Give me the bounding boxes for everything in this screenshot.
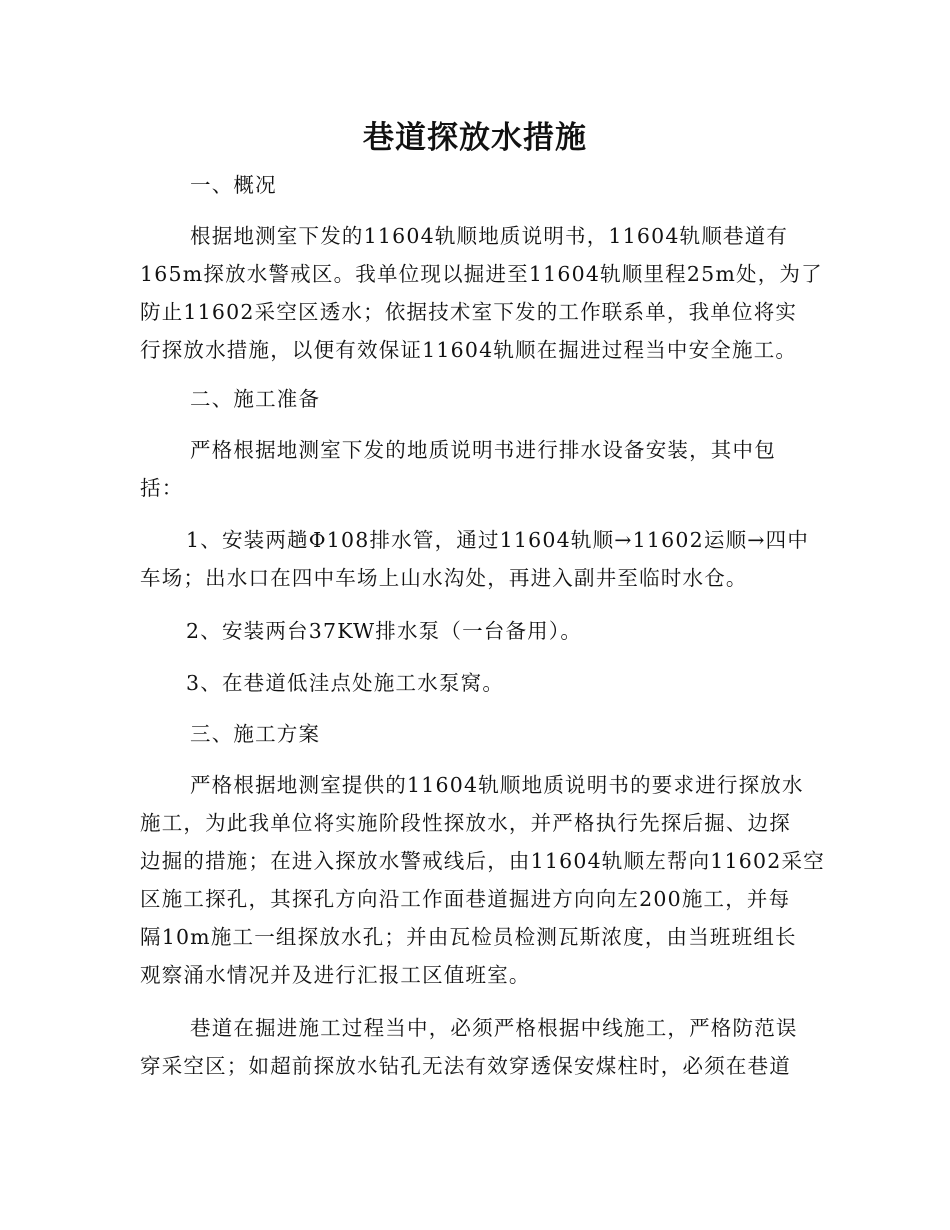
section-2-heading: 二、施工准备 [190,387,321,411]
list-item: 2、安装两台37KW排水泵（一台备用）。 [186,619,583,643]
paragraph-line: 区施工探孔，其探孔方向沿工作面巷道掘进方向向左200施工，并每 [140,887,791,911]
section-1-heading: 一、概况 [190,173,277,197]
paragraph-line: 严格根据地测室下发的地质说明书进行排水设备安装，其中包 [190,438,776,462]
paragraph-line: 根据地测室下发的11604轨顺地质说明书，11604轨顺巷道有 [190,224,789,248]
paragraph-line: 隔10m施工一组探放水孔；并由瓦检员检测瓦斯浓度，由当班班组长 [140,925,797,949]
paragraph-line: 165m探放水警戒区。我单位现以掘进至11604轨顺里程25m处，为了 [140,262,823,286]
document-title: 巷道探放水措施 [363,120,587,156]
list-item: 3、在巷道低洼点处施工水泵窝。 [186,671,505,695]
paragraph-line: 巷道在掘进施工过程当中，必须严格根据中线施工，严格防范误 [190,1016,798,1040]
paragraph-line: 行探放水措施，以便有效保证11604轨顺在掘进过程当中安全施工。 [140,338,798,362]
paragraph-line: 边掘的措施；在进入探放水警戒线后，由11604轨顺左帮向11602采空 [140,849,825,873]
paragraph-line: 施工，为此我单位将实施阶段性探放水，并严格执行先探后掘、边探 [140,811,791,835]
section-3-heading: 三、施工方案 [190,722,321,746]
paragraph-line: 防止11602采空区透水；依据技术室下发的工作联系单，我单位将实 [140,300,798,324]
paragraph-line: 括： [140,476,184,500]
paragraph-line: 严格根据地测室提供的11604轨顺地质说明书的要求进行探放水 [190,773,804,797]
list-item-line: 车场；出水口在四中车场上山水沟处，再进入副井至临时水仓。 [140,566,748,590]
paragraph-line: 穿采空区；如超前探放水钻孔无法有效穿透保安煤柱时，必须在巷道 [140,1054,791,1078]
list-item-line: 1、安装两趟Φ108排水管，通过11604轨顺→11602运顺→四中 [186,528,810,552]
paragraph-line: 观察涌水情况并及进行汇报工区值班室。 [140,963,531,987]
